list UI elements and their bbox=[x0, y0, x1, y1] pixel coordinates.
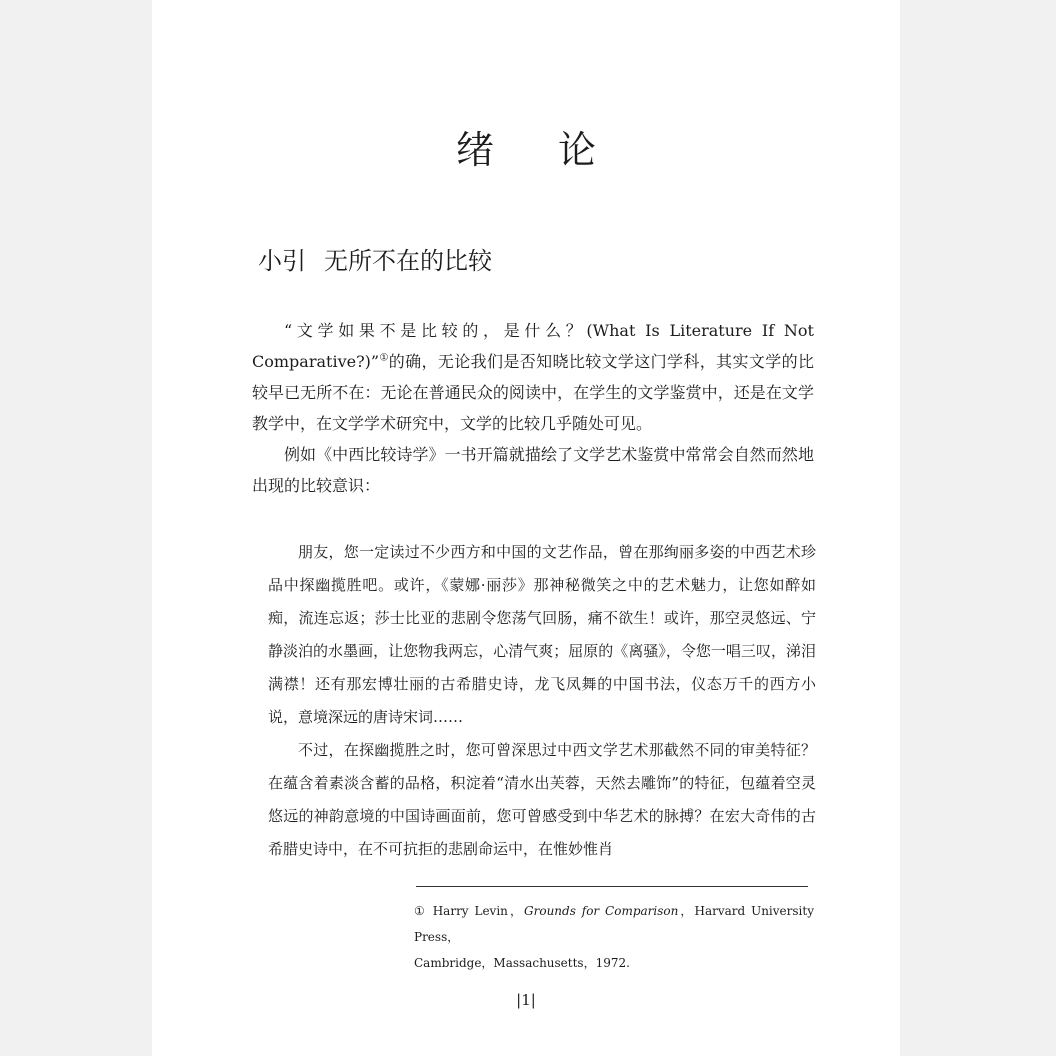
section-number: 小引 bbox=[258, 247, 306, 275]
quote-paragraph-1: 朋友，您一定读过不少西方和中国的文艺作品，曾在那绚丽多姿的中西艺术珍品中探幽揽胜吧。或许，《蒙娜·丽莎》那神秘微笑之中的艺术魅力，让您如醉如痴，流连忘返；莎士比亚的悲剧令您荡气回肠，痛不欲生！或许，那空灵悠远、宁静淡泊的水墨画，让您物我两忘，心清气爽；屈原的《离骚》，令您一唱三叹，涕泪满襟！还有那宏博壮丽的古希腊史诗，龙飞凤舞的中国书法，仪态万千的西方小说，意境深远的唐诗宋词…… bbox=[268, 543, 816, 726]
book-page bbox=[152, 0, 900, 1056]
quote-paragraph-2: 不过，在探幽揽胜之时，您可曾深思过中西文学艺术那截然不同的审美特征？在蕴含着素淡含蓄的品格，积淀着“清水出芙蓉，天然去雕饰”的特征，包蕴着空灵悠远的神韵意境的中国诗画面前，您可曾感受到中华艺术的脉搏？在宏大奇伟的古希腊史诗中，在不可抗拒的悲剧命运中，在惟妙惟肖 bbox=[268, 741, 816, 858]
page-number: |1| bbox=[516, 991, 536, 1009]
body-paragraph-1 bbox=[252, 315, 814, 439]
footnote bbox=[414, 898, 814, 976]
footnote-book-title: Grounds for Comparison bbox=[524, 904, 679, 918]
block-quote bbox=[268, 536, 816, 866]
body-text bbox=[252, 315, 814, 501]
footnote-mark: ① bbox=[414, 904, 427, 918]
footnote-line-1 bbox=[414, 898, 814, 950]
footnote-publisher: ，Harvard University Press， bbox=[414, 904, 814, 944]
footnote-author: Harry Levin， bbox=[432, 904, 525, 918]
chapter-title: 绪论 bbox=[455, 128, 660, 172]
section-title-text: 无所不在的比较 bbox=[324, 247, 492, 275]
section-title bbox=[258, 243, 492, 279]
footnote-line-2: Cambridge，Massachusetts，1972. bbox=[414, 956, 630, 970]
body-paragraph-1-rest: 的确，无论我们是否知晓比较文学这门学科，其实文学的比较早已无所不在：无论在普通民众的阅读中，在学生的文学鉴赏中，还是在文学教学中，在文学学术研究中，文学的比较几乎随处可见。 bbox=[252, 352, 814, 433]
footnote-divider bbox=[416, 886, 808, 887]
footnote-reference: ① bbox=[379, 352, 389, 364]
body-paragraph-2: 例如《中西比较诗学》一书开篇就描绘了文学艺术鉴赏中常常会自然而然地出现的比较意识： bbox=[252, 445, 814, 495]
opening-quotation: “文学如果不是比较的，是什么？(What Is Literature If Not Comparative?)” bbox=[252, 321, 814, 371]
